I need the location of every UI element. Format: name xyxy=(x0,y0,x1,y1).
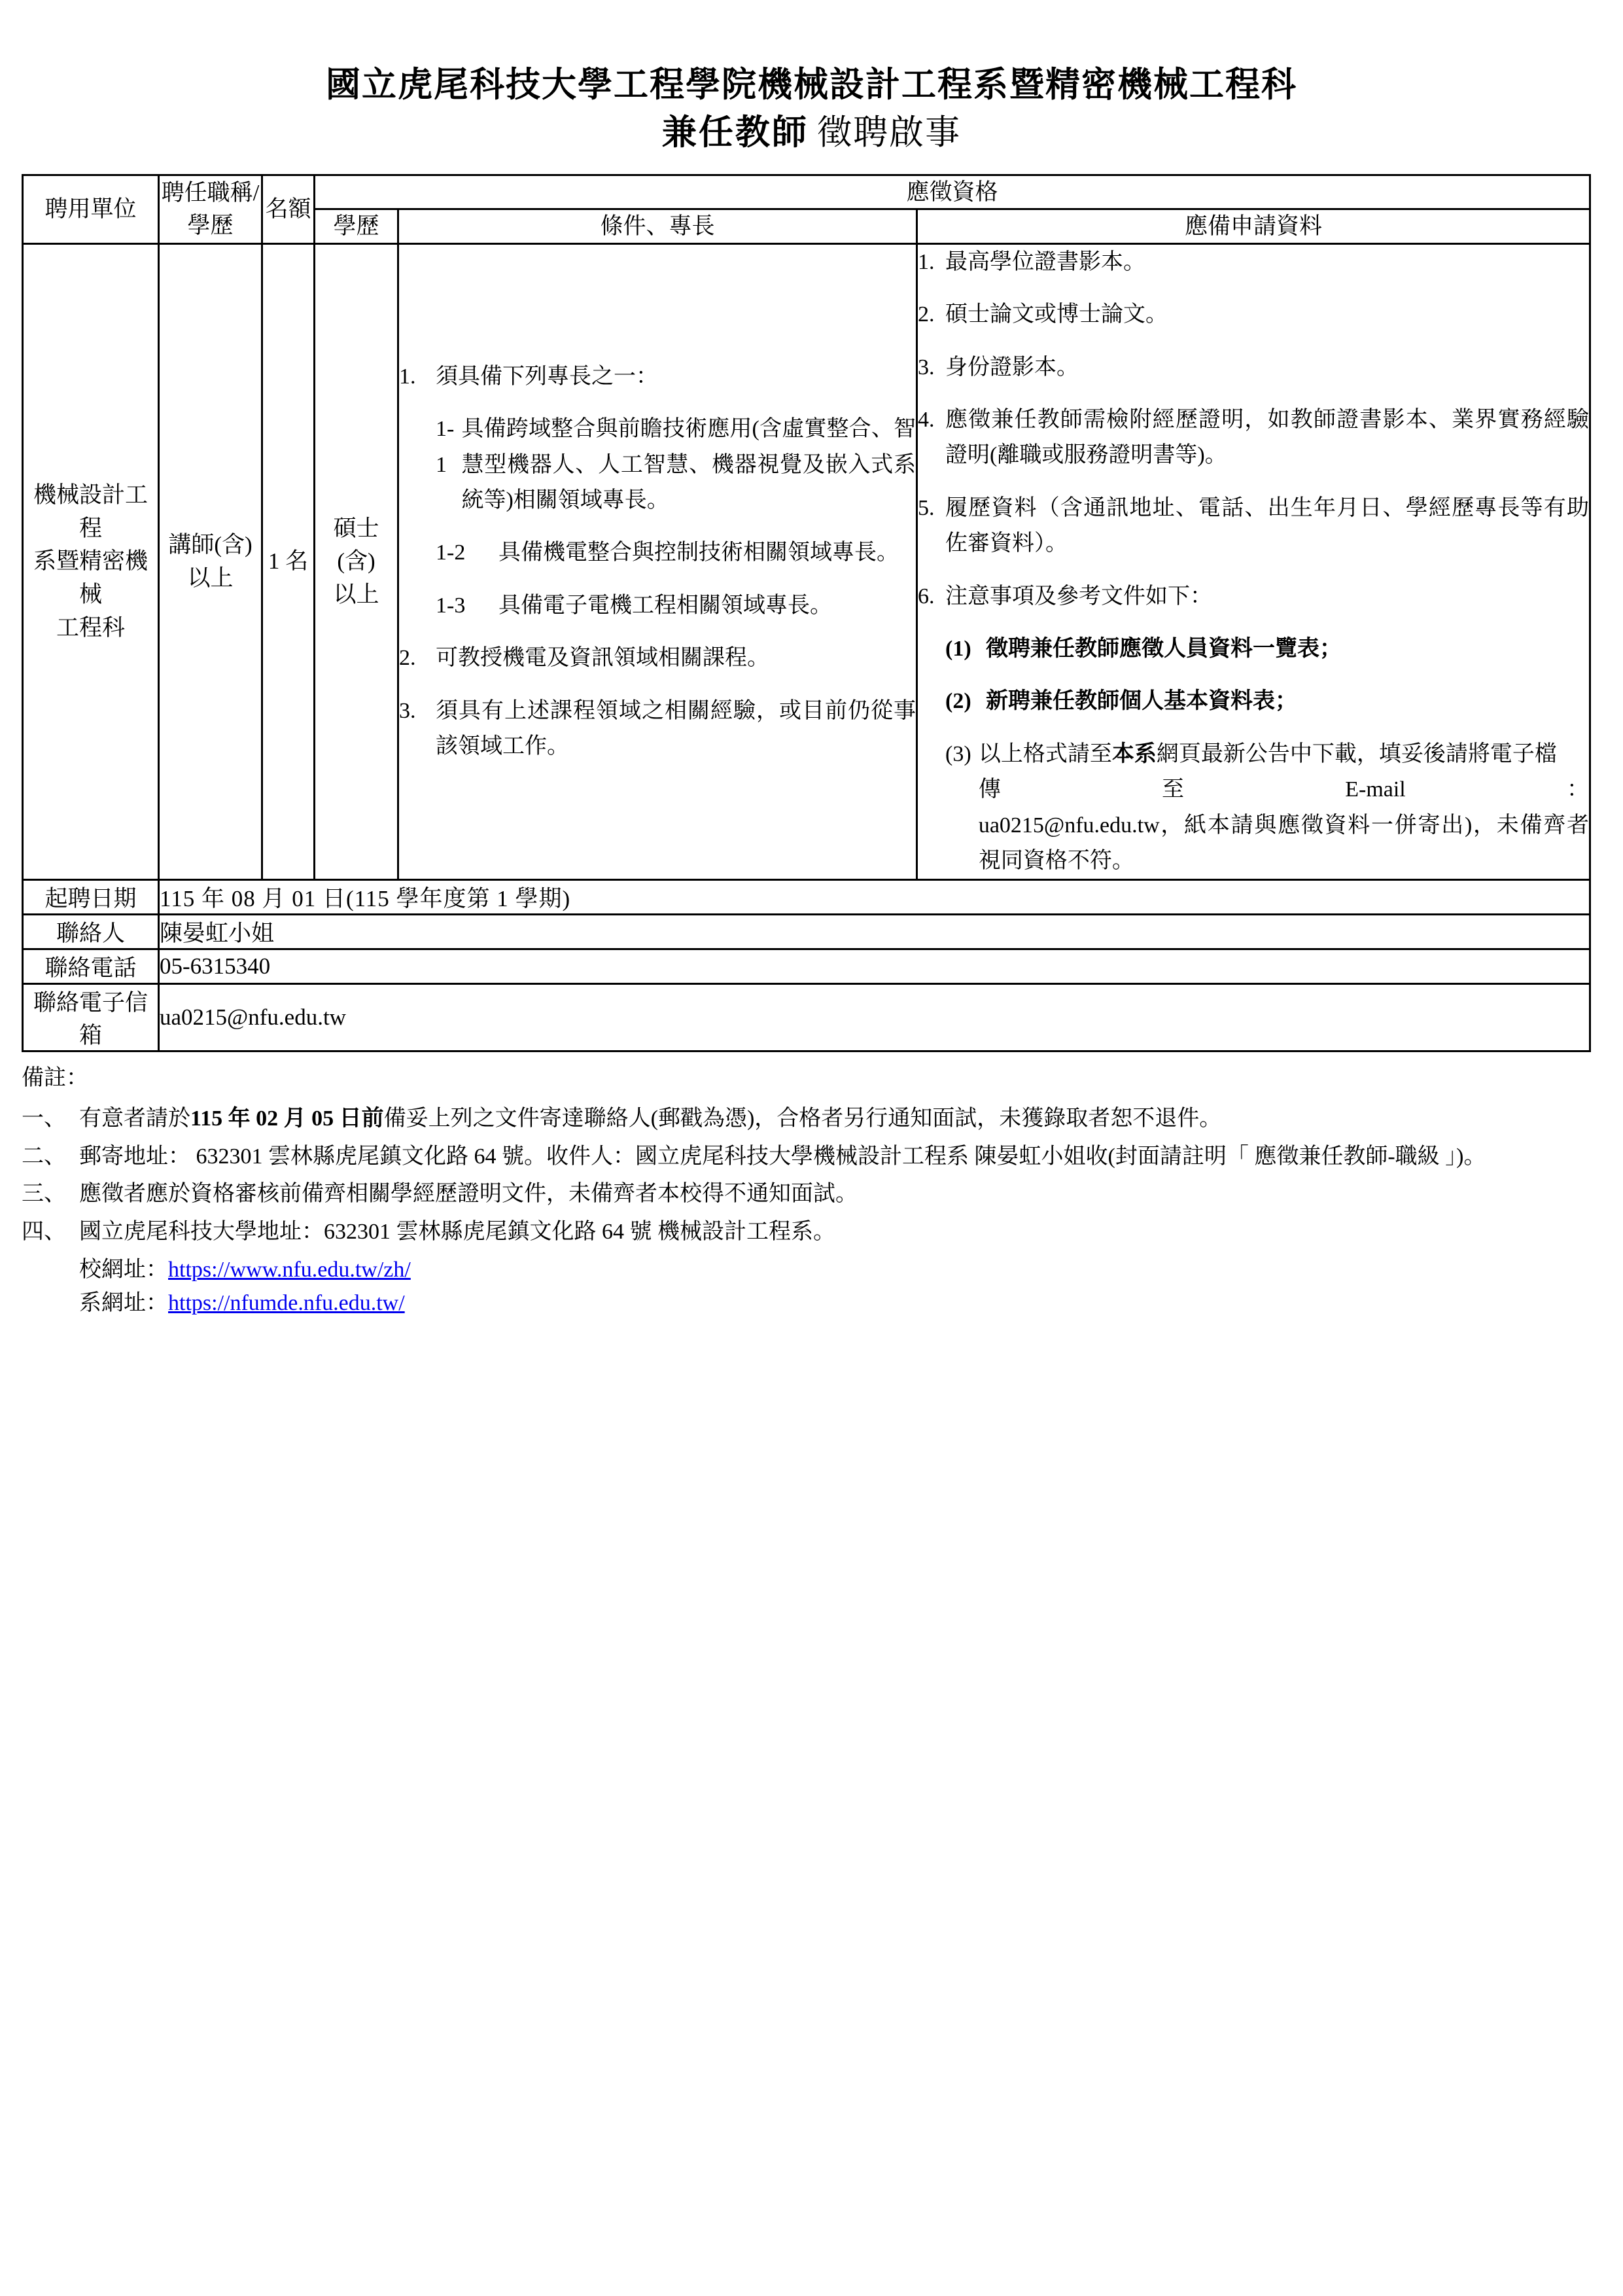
notes-title: 備註： xyxy=(22,1066,88,1091)
condition-sub-item-1-1 xyxy=(436,412,916,518)
document-sub-item-3-email-line xyxy=(979,772,1589,807)
note-item-2 xyxy=(22,1140,1592,1174)
document-item-5 xyxy=(918,491,1589,562)
document-sub-item-3-word-3: E-mail xyxy=(1345,777,1406,802)
note-item-1-text-a: 有意者請於 xyxy=(79,1106,190,1131)
title-announcement-label: 徵聘啟事 xyxy=(817,113,962,152)
title-line-1: 國立虎尾科技大學工程學院機械設計工程系暨精密機械工程科 xyxy=(326,66,1297,104)
cell-conditions xyxy=(398,243,917,879)
condition-item-1-text: 須具備下列專長之一： xyxy=(436,364,658,389)
document-sub-item-3-text-bold: 本系 xyxy=(1111,741,1157,766)
page-title xyxy=(0,0,1623,156)
document-sub-item-1 xyxy=(945,631,1589,667)
document-item-2-marker: 2. xyxy=(918,302,935,327)
condition-sub-item-1-2-marker: 1-2 xyxy=(436,540,466,565)
note-item-1-text-b: 備妥上列之文件寄達聯絡人(郵戳為憑)，合格者另行通知面試，未獲錄取者恕不退件。 xyxy=(383,1106,1222,1131)
cell-education-line-2: 以上 xyxy=(333,582,379,608)
condition-sub-list xyxy=(436,412,916,624)
condition-sub-item-1-1-text: 具備跨域整合與前瞻技術應用(含虛實整合、智慧型機器人、人工智慧、機器視覺及嵌入式系統等)相關領域專長。 xyxy=(461,417,916,513)
condition-item-3-marker: 3. xyxy=(399,698,416,723)
note-item-4-text: 國立虎尾科技大學地址：632301 雲林縣虎尾鎮文化路 64 號 機械設計工程系。 xyxy=(79,1220,835,1245)
document-item-4-text: 應徵兼任教師需檢附經歷證明，如教師證書影本、業界實務經驗證明(離職或服務證明書等)。 xyxy=(945,408,1589,468)
note-item-1 xyxy=(22,1102,1592,1136)
document-item-6 xyxy=(918,579,1589,614)
document-sub-item-1-marker: (1) xyxy=(945,637,971,662)
label-contact-person: 聯絡人 xyxy=(23,915,159,949)
cell-unit xyxy=(23,243,159,879)
cell-unit-line-2: 系暨精密機械 xyxy=(33,548,148,608)
info-row-contact-person xyxy=(23,915,1590,949)
condition-sub-item-1-3-marker: 1-3 xyxy=(436,593,466,618)
header-documents: 應備申請資料 xyxy=(917,209,1590,244)
header-rank-line-2: 學歷 xyxy=(187,212,234,238)
cell-education xyxy=(315,243,398,879)
document-sub-item-3-text-b: 網頁最新公告中下載，填妥後請將電子檔 xyxy=(1156,741,1557,766)
note-item-3-text: 應徵者應於資格審核前備齊相關學經歷證明文件，未備齊者本校得不通知面試。 xyxy=(79,1182,858,1207)
header-qualification: 應徵資格 xyxy=(315,175,1590,209)
condition-sub-item-1-1-marker: 1-1 xyxy=(436,417,455,477)
department-website-row xyxy=(79,1286,1592,1320)
condition-item-3-text: 須具有上述課程領域之相關經驗，或目前仍從事該領域工作。 xyxy=(436,698,916,759)
document-item-3 xyxy=(918,350,1589,385)
title-line-2 xyxy=(0,111,1623,156)
info-row-contact-phone xyxy=(23,949,1590,984)
cell-rank-line-2: 以上 xyxy=(187,565,234,591)
label-start-date: 起聘日期 xyxy=(23,880,159,915)
condition-sub-item-1-2 xyxy=(436,535,916,571)
document-item-3-text: 身份證影本。 xyxy=(945,355,1079,380)
cell-education-line-1: 碩士(含) xyxy=(333,515,379,574)
cell-quota: 1 名 xyxy=(262,243,315,879)
recruitment-table xyxy=(22,174,1591,1053)
condition-item-2 xyxy=(399,641,916,676)
value-contact-person: 陳晏虹小姐 xyxy=(159,915,1590,949)
info-row-start-date xyxy=(23,880,1590,915)
note-item-3 xyxy=(22,1177,1592,1211)
cell-documents xyxy=(917,243,1590,879)
table-row xyxy=(23,243,1590,879)
document-item-1 xyxy=(918,245,1589,280)
value-start-date: 115 年 08 月 01 日(115 學年度第 1 學期) xyxy=(159,880,1590,915)
document-item-4-marker: 4. xyxy=(918,408,935,433)
document-item-3-marker: 3. xyxy=(918,355,935,380)
document-sub-item-2 xyxy=(945,684,1589,719)
department-website-link[interactable]: https://nfumde.nfu.edu.tw/ xyxy=(168,1291,405,1316)
header-rank xyxy=(159,175,262,243)
notes-section xyxy=(22,1061,1592,1320)
note-item-2-text: 郵寄地址： 632301 雲林縣虎尾鎮文化路 64 號。收件人：國立虎尾科技大學機械設計工程系 陳晏虹小姐收(封面請註明「 應徵兼任教師-職級 」)。 xyxy=(79,1144,1486,1169)
document-sub-item-3-word-1: 傳 xyxy=(978,777,1001,802)
note-item-2-marker: 二、 xyxy=(22,1144,66,1169)
table-header-row-1 xyxy=(23,175,1590,209)
note-item-4 xyxy=(22,1215,1592,1249)
cell-unit-line-1: 機械設計工程 xyxy=(33,482,148,541)
header-quota: 名額 xyxy=(262,175,315,243)
school-website-row xyxy=(79,1253,1592,1287)
condition-sub-item-1-3 xyxy=(436,588,916,624)
cell-rank-line-1: 講師(含) xyxy=(168,531,253,557)
recruitment-table-wrapper xyxy=(22,174,1589,1053)
header-unit: 聘用單位 xyxy=(23,175,159,243)
condition-item-2-marker: 2. xyxy=(399,646,416,671)
document-item-2 xyxy=(918,297,1589,332)
title-position-label: 兼任教師 xyxy=(661,113,809,152)
document-sub-item-2-text: 新聘兼任教師個人基本資料表； xyxy=(986,689,1297,714)
document-item-6-marker: 6. xyxy=(918,584,935,609)
note-item-1-marker: 一、 xyxy=(22,1106,66,1131)
school-website-link[interactable]: https://www.nfu.edu.tw/zh/ xyxy=(168,1257,411,1282)
document-item-1-marker: 1. xyxy=(918,249,935,274)
condition-item-2-text: 可教授機電及資訊領域相關課程。 xyxy=(436,646,769,671)
condition-sub-item-1-3-text: 具備電子電機工程相關領域專長。 xyxy=(498,593,832,618)
info-row-contact-email xyxy=(23,984,1590,1051)
note-item-4-marker: 四、 xyxy=(22,1220,66,1245)
document-sub-item-3-word-2: 至 xyxy=(1162,777,1185,802)
document-sub-item-3-word-4: ： xyxy=(1566,777,1589,802)
label-contact-phone: 聯絡電話 xyxy=(23,949,159,984)
department-website-label: 系網址： xyxy=(79,1291,168,1316)
condition-item-3 xyxy=(399,694,916,765)
document-sub-item-3-body xyxy=(979,737,1589,879)
document-item-5-marker: 5. xyxy=(918,495,935,520)
document-sub-item-3 xyxy=(945,737,1589,879)
document-item-1-text: 最高學位證書影本。 xyxy=(945,249,1145,274)
cell-rank xyxy=(159,243,262,879)
condition-item-1 xyxy=(399,359,916,395)
document-item-5-text: 履歷資料（含通訊地址、電話、出生年月日、學經歷專長等有助佐審資料）。 xyxy=(945,495,1589,556)
header-education: 學歷 xyxy=(315,209,398,244)
value-contact-email: ua0215@nfu.edu.tw xyxy=(159,984,1590,1051)
header-conditions: 條件、專長 xyxy=(398,209,917,244)
document-sub-list xyxy=(945,631,1589,879)
condition-item-1-marker: 1. xyxy=(399,364,416,389)
cell-unit-line-3: 工程科 xyxy=(56,614,125,641)
label-contact-email: 聯絡電子信箱 xyxy=(23,984,159,1051)
note-item-1-deadline: 115 年 02 月 05 日前 xyxy=(190,1106,384,1131)
document-sub-item-2-marker: (2) xyxy=(945,689,971,714)
school-website-label: 校網址： xyxy=(79,1257,168,1282)
condition-sub-item-1-2-text: 具備機電整合與控制技術相關領域專長。 xyxy=(498,540,899,565)
document-item-6-text: 注意事項及參考文件如下： xyxy=(945,584,1212,609)
document-item-4 xyxy=(918,402,1589,474)
value-contact-phone: 05-6315340 xyxy=(159,949,1590,984)
document-sub-item-1-text: 徵聘兼任教師應徵人員資料一覽表； xyxy=(986,637,1342,662)
note-item-3-marker: 三、 xyxy=(22,1182,66,1207)
note-item-1-text xyxy=(79,1102,1592,1136)
document-sub-item-3-text-a: 以上格式請至 xyxy=(978,741,1112,766)
header-rank-line-1: 聘任職稱/ xyxy=(161,180,260,206)
document-sub-item-3-text-c: ua0215@nfu.edu.tw，紙本請與應徵資料一併寄出)，未備齊者視同資格不符。 xyxy=(978,813,1589,873)
document-item-2-text: 碩士論文或博士論文。 xyxy=(945,302,1168,327)
document-sub-item-3-marker: (3) xyxy=(945,741,971,766)
